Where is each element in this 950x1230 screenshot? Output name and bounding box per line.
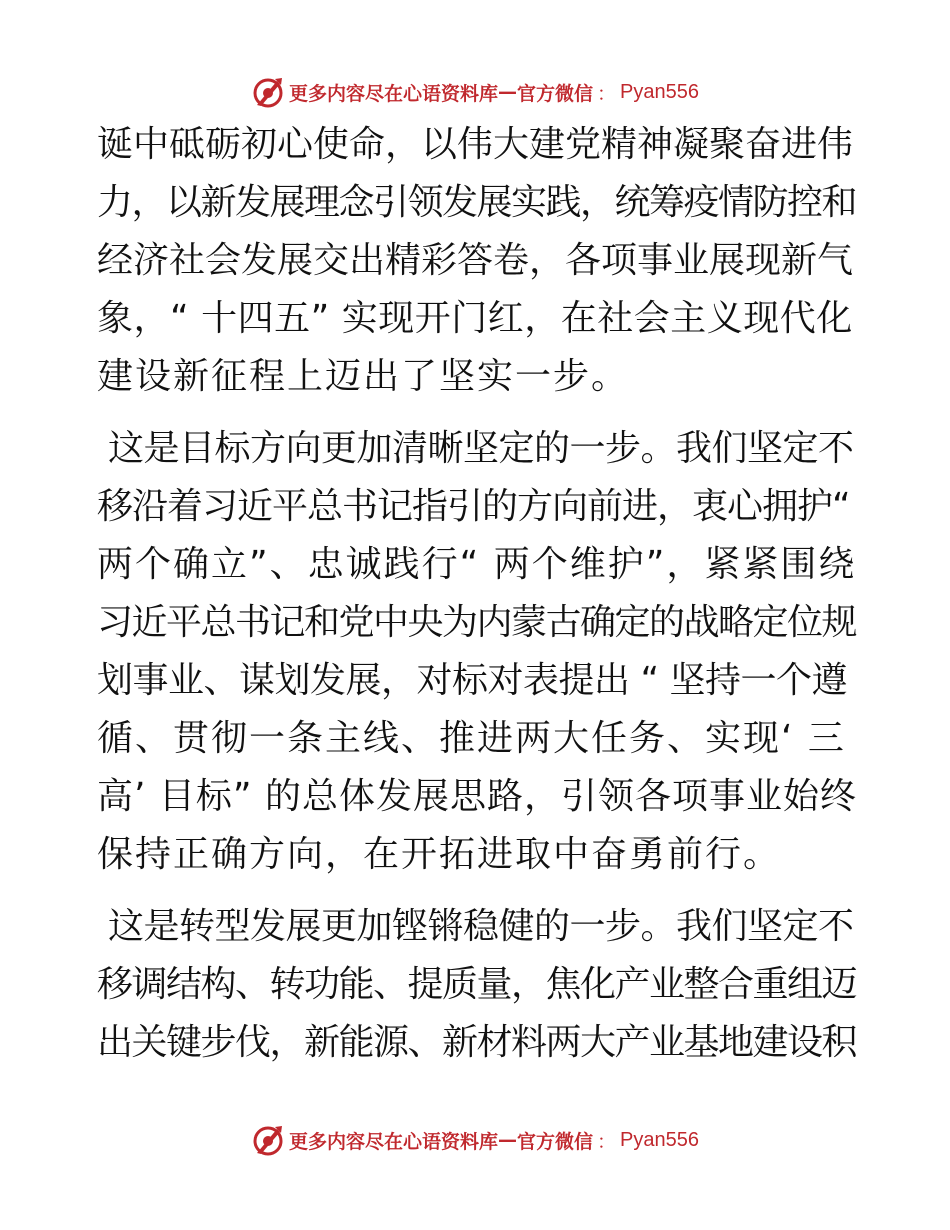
footer-watermark bbox=[0, 1120, 950, 1160]
watermark-site-text: 更多内容尽在心语资料库 bbox=[288, 82, 498, 105]
text-line: 循、贯彻一条主线、推进两大任务、实现‘ 三 bbox=[97, 718, 846, 759]
watermark-wechat-id: Pyan556 bbox=[620, 1128, 699, 1151]
text-line: 诞中砥砺初心使命，以伟大建党精神凝聚奋进伟 bbox=[97, 124, 854, 165]
watermark-separator: — bbox=[498, 81, 517, 103]
text-line: 建设新征程上迈出了坚实一步。 bbox=[97, 356, 630, 397]
watermark-wechat-label: 官方微信 bbox=[517, 1130, 594, 1153]
text-line: 移调结构、转功能、提质量，焦化产业整合重组迈 bbox=[97, 964, 857, 1005]
header-watermark bbox=[0, 72, 950, 112]
watermark-site-text: 更多内容尽在心语资料库 bbox=[288, 1130, 498, 1153]
text-line: 划事业、谋划发展，对标对表提出 “ 坚持一个遵 bbox=[97, 660, 848, 701]
paragraph-2 bbox=[97, 420, 857, 884]
text-line: 移沿着习近平总书记指引的方向前进，衷心拥护“ bbox=[97, 486, 850, 527]
text-line: 两个确立”、忠诚践行“ 两个维护”，紧紧围绕 bbox=[97, 544, 857, 585]
text-line: 象，“ 十四五” 实现开门红，在社会主义现代化 bbox=[97, 298, 853, 339]
watermark-colon: ： bbox=[597, 82, 617, 105]
text-line: 这是目标方向更加清晰坚定的一步。我们坚定不 bbox=[97, 428, 854, 469]
text-line: 力，以新发展理念引领发展实践，统筹疫情防控和 bbox=[97, 182, 857, 223]
paragraph-gap bbox=[97, 406, 857, 420]
text-line: 出关键步伐，新能源、新材料两大产业基地建设积 bbox=[97, 1022, 857, 1063]
watermark-wechat-label: 官方微信 bbox=[517, 82, 594, 105]
text-line: 经济社会发展交出精彩答卷，各项事业展现新气 bbox=[97, 240, 854, 281]
text-line: 高’ 目标” 的总体发展思路，引领各项事业始终 bbox=[97, 776, 857, 817]
watermark-colon: ： bbox=[597, 1130, 617, 1153]
brand-logo-icon bbox=[251, 75, 285, 109]
watermark-wechat-id: Pyan556 bbox=[620, 80, 699, 103]
paragraph-gap bbox=[97, 884, 857, 898]
paragraph-3 bbox=[97, 898, 857, 1072]
brand-logo-icon bbox=[251, 1123, 285, 1157]
text-line: 这是转型发展更加铿锵稳健的一步。我们坚定不 bbox=[97, 906, 854, 947]
paragraph-1 bbox=[97, 116, 857, 406]
watermark-separator: — bbox=[498, 1129, 517, 1151]
text-line: 保持正确方向，在开拓进取中奋勇前行。 bbox=[97, 834, 782, 875]
document-body bbox=[97, 116, 857, 1072]
text-line: 习近平总书记和党中央为内蒙古确定的战略定位规 bbox=[97, 602, 857, 643]
